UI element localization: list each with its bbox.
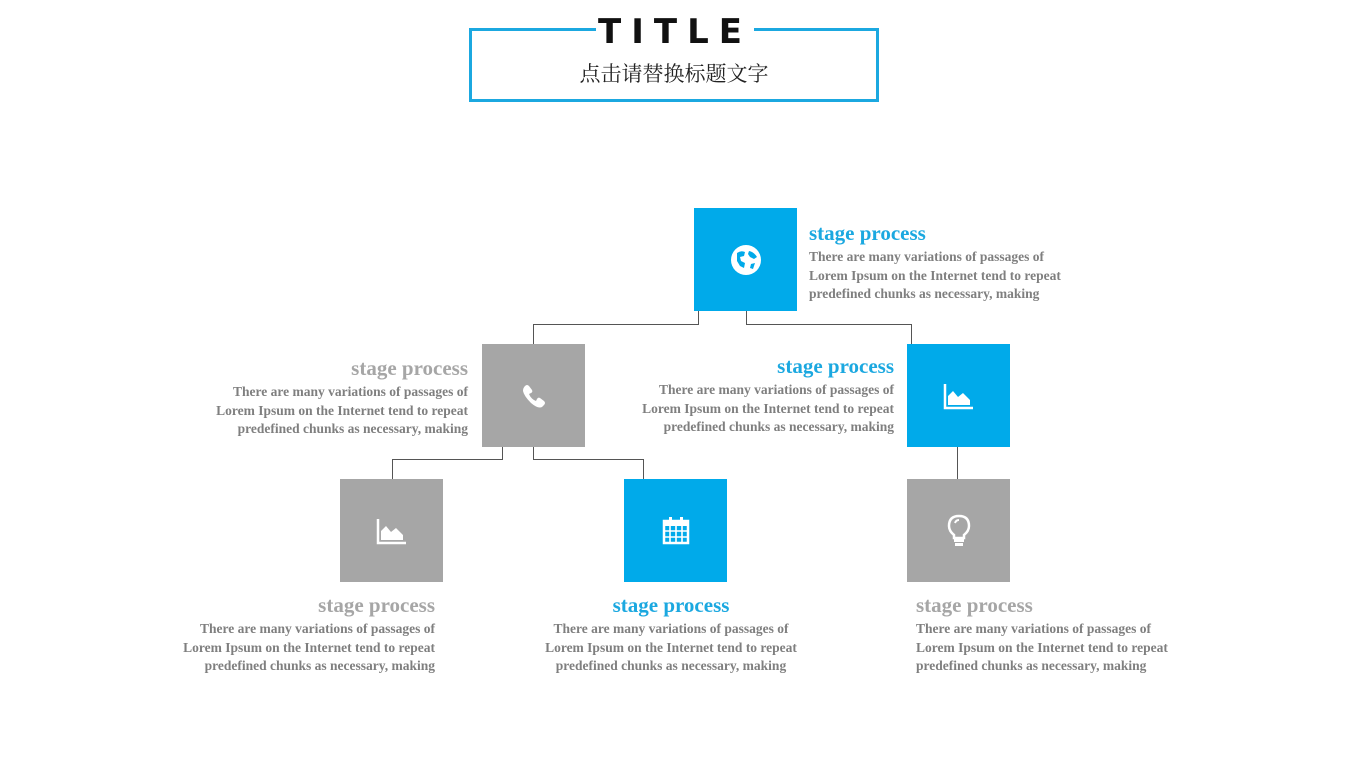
area-chart-icon <box>374 513 410 549</box>
node-description <box>809 248 1109 304</box>
description-line: Lorem Ipsum on the Internet tend to repeat <box>809 267 1061 283</box>
description-line: predefined chunks as necessary, making <box>809 286 1040 301</box>
description-line: There are many variations of passages of <box>809 249 1044 264</box>
node-description <box>916 620 1216 676</box>
description-line: predefined chunks as necessary, making <box>237 421 468 436</box>
node-mid-right-text <box>594 353 894 437</box>
globe-icon <box>728 242 764 278</box>
description-line: Lorem Ipsum on the Internet tend to repeat <box>545 639 797 655</box>
connector <box>533 324 699 325</box>
connector <box>643 459 644 479</box>
page-subtitle: 点击请替换标题文字 <box>579 62 769 86</box>
connector <box>957 447 958 479</box>
description-line: predefined chunks as necessary, making <box>663 419 894 434</box>
node-description <box>168 383 468 439</box>
description-line: Lorem Ipsum on the Internet tend to repeat <box>216 402 468 418</box>
node-bottom-right-box <box>907 479 1010 582</box>
node-heading: stage process <box>777 354 894 378</box>
node-top-box <box>694 208 797 311</box>
connector <box>392 459 503 460</box>
description-line: There are many variations of passages of <box>916 621 1151 636</box>
node-description <box>521 620 821 676</box>
node-top-text <box>809 220 1109 304</box>
connector <box>502 447 503 459</box>
description-line: predefined chunks as necessary, making <box>916 658 1147 673</box>
node-bottom-left-box <box>340 479 443 582</box>
description-line: predefined chunks as necessary, making <box>555 658 787 673</box>
connector <box>533 459 643 460</box>
description-line: There are many variations of passages of <box>553 621 789 636</box>
node-description <box>135 620 435 676</box>
description-line: There are many variations of passages of <box>233 384 468 399</box>
node-heading: stage process <box>318 593 435 617</box>
node-bottom-right-text <box>916 592 1216 676</box>
area-chart-icon <box>941 378 977 414</box>
phone-icon <box>516 378 552 414</box>
description-line: predefined chunks as necessary, making <box>204 658 435 673</box>
node-heading: stage process <box>612 593 730 617</box>
page-title: TITLE <box>596 12 754 52</box>
description-line: Lorem Ipsum on the Internet tend to repeat <box>916 639 1168 655</box>
node-mid-left-box <box>482 344 585 447</box>
description-line: Lorem Ipsum on the Internet tend to repeat <box>642 400 894 416</box>
description-line: Lorem Ipsum on the Internet tend to repeat <box>183 639 435 655</box>
lightbulb-icon <box>941 513 977 549</box>
node-mid-right-box <box>907 344 1010 447</box>
connector <box>392 459 393 479</box>
connector <box>533 447 534 459</box>
connector <box>746 324 911 325</box>
node-description <box>594 381 894 437</box>
node-heading: stage process <box>809 221 926 245</box>
description-line: There are many variations of passages of <box>200 621 435 636</box>
node-heading: stage process <box>351 356 468 380</box>
connector <box>911 324 912 344</box>
connector <box>746 311 747 324</box>
node-mid-left-text <box>168 355 468 439</box>
description-line: There are many variations of passages of <box>659 382 894 397</box>
connector <box>533 324 534 344</box>
node-bottom-left-text <box>135 592 435 676</box>
node-bottom-center-box <box>624 479 727 582</box>
connector <box>698 311 699 324</box>
calendar-icon <box>658 513 694 549</box>
node-bottom-center-text <box>521 592 821 676</box>
node-heading: stage process <box>916 593 1033 617</box>
